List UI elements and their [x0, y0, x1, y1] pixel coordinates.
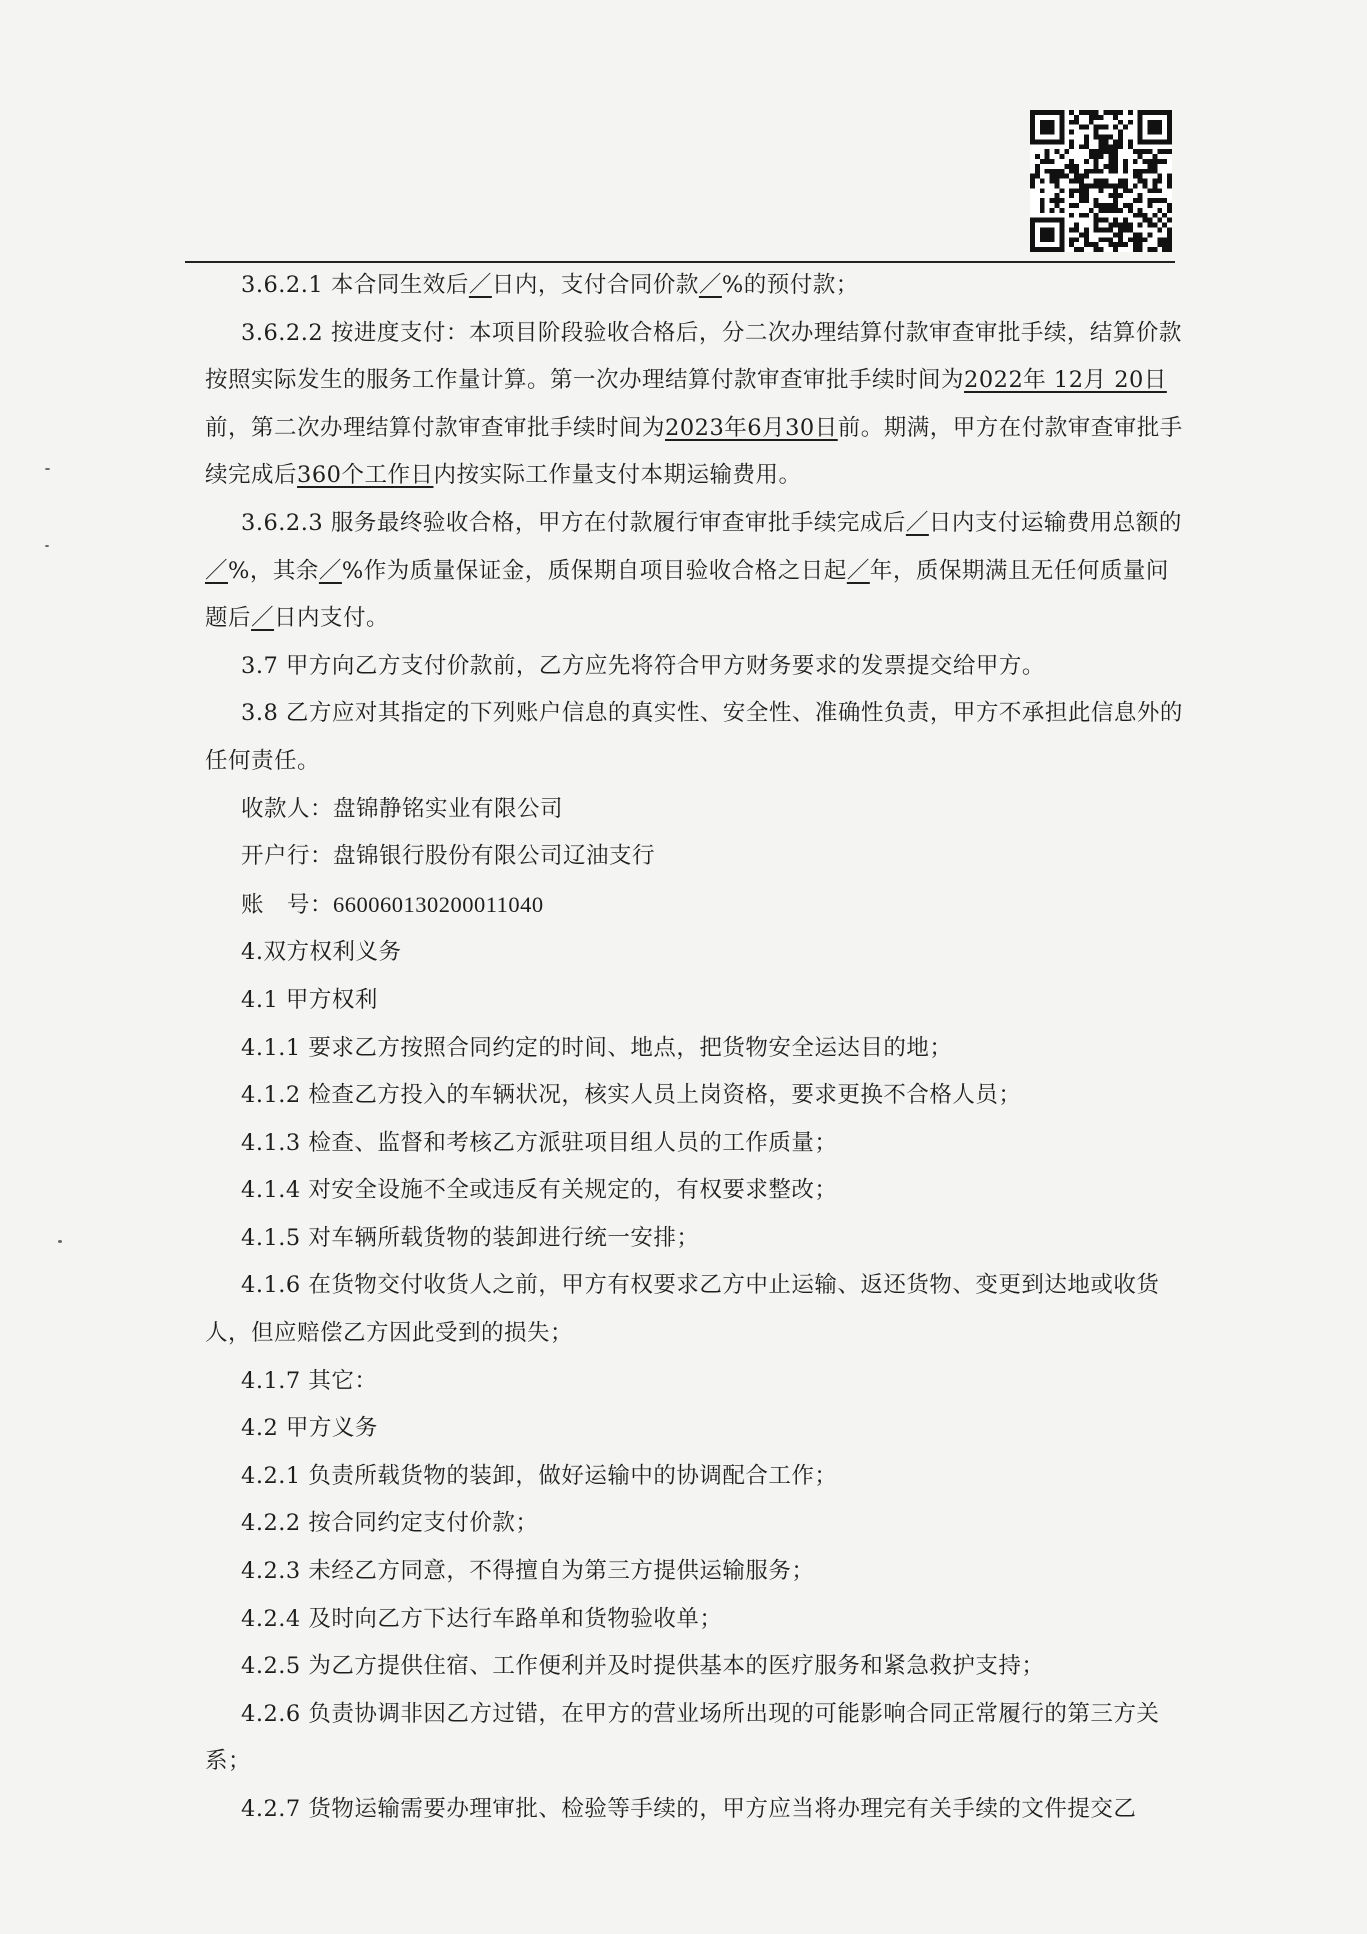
clause-3-6-2-3: 3.6.2.3 服务最终验收合格，甲方在付款履行审查审批手续完成后／日内支付运输费用总额的／%，其余／%作为质量保证金，质保期自项目验收合格之日起／年，质保期满且无任何质量问题后／日内支付。: [205, 509, 1182, 632]
qr-code: [1030, 110, 1172, 252]
clause-4-2-2: 4.2.2 按合同约定支付价款；: [241, 1510, 539, 1537]
clause-4-2-6: 4.2.6 负责协调非因乙方过错，在甲方的营业场所出现的可能影响合同正常履行的第三方关系；: [205, 1700, 1160, 1775]
heading-4: 4.双方权利义务: [241, 939, 402, 966]
heading-4-2: 4.2 甲方义务: [241, 1415, 378, 1442]
clause-4-1-1: 4.1.1 要求乙方按照合同约定的时间、地点，把货物安全运达目的地；: [241, 1034, 953, 1061]
clause-3-6-2-2: 3.6.2.2 按进度支付：本项目阶段验收合格后，分二次办理结算付款审查审批手续，结算价款按照实际发生的服务工作量计算。第一次办理结算付款审查审批手续时间为2022年 12月 20日前，第二次办理结算付款审查审批手续时间为2023年6月30日前。期满，甲方在付款审查审批手续完成后360个工作日内按实际工作量支付本期运输费用。: [205, 319, 1183, 489]
contract-body: [205, 262, 1190, 1834]
scan-speck: [45, 468, 50, 470]
scan-speck: [58, 1240, 62, 1243]
account-payee: 收款人：盘锦静铭实业有限公司: [241, 795, 564, 822]
clause-4-1-3: 4.1.3 检查、监督和考核乙方派驻项目组人员的工作质量；: [241, 1129, 838, 1156]
clause-4-1-4: 4.1.4 对安全设施不全或违反有关规定的，有权要求整改；: [241, 1177, 838, 1204]
clause-4-1-7: 4.1.7 其它：: [241, 1367, 378, 1394]
clause-4-2-1: 4.2.1 负责所载货物的装卸，做好运输中的协调配合工作；: [241, 1462, 838, 1489]
scan-speck: [45, 545, 49, 547]
clause-3-6-2-1: 3.6.2.1 本合同生效后／日内，支付合同价款／%的预付款；: [241, 272, 859, 298]
clause-3-7: 3.7 甲方向乙方支付价款前，乙方应先将符合甲方财务要求的发票提交给甲方。: [241, 652, 1045, 679]
clause-4-2-3: 4.2.3 未经乙方同意，不得擅自为第三方提供运输服务；: [241, 1558, 815, 1585]
clause-4-2-4: 4.2.4 及时向乙方下达行车路单和货物验收单；: [241, 1605, 723, 1632]
account-number: 账 号：660060130200011040: [241, 891, 544, 918]
clause-4-1-2: 4.1.2 检查乙方投入的车辆状况，核实人员上岗资格，要求更换不合格人员；: [241, 1082, 1022, 1109]
clause-3-8: 3.8 乙方应对其指定的下列账户信息的真实性、安全性、准确性负责，甲方不承担此信息外的任何责任。: [205, 700, 1183, 774]
heading-4-1: 4.1 甲方权利: [241, 986, 378, 1013]
clause-4-2-5: 4.2.5 为乙方提供住宿、工作便利并及时提供基本的医疗服务和紧急救护支持；: [241, 1653, 1045, 1680]
account-bank: 开户行：盘锦银行股份有限公司辽油支行: [241, 843, 656, 870]
clause-4-1-5: 4.1.5 对车辆所载货物的装卸进行统一安排；: [241, 1224, 700, 1251]
clause-4-2-7: 4.2.7 货物运输需要办理审批、检验等手续的，甲方应当将办理完有关手续的文件提交乙: [241, 1796, 1137, 1822]
clause-4-1-6: 4.1.6 在货物交付收货人之前，甲方有权要求乙方中止运输、返还货物、变更到达地或收货人，但应赔偿乙方因此受到的损失；: [205, 1272, 1160, 1347]
